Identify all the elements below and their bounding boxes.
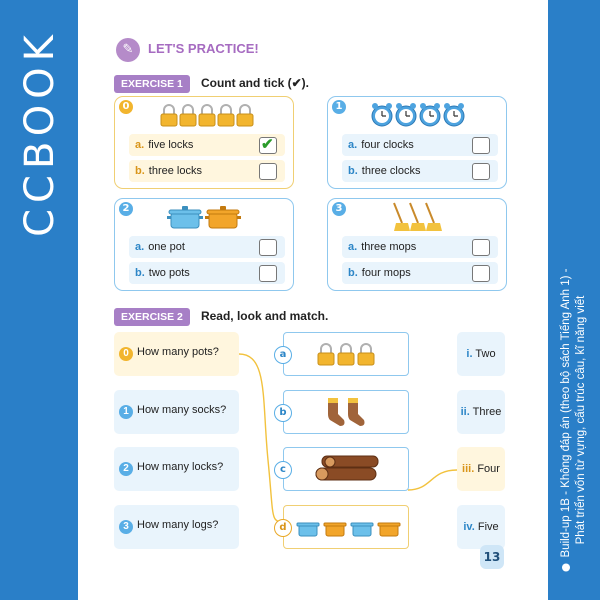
match-line-d-iii [408, 470, 457, 490]
page-number: 13 [480, 545, 504, 569]
exercise2-badge: EXERCISE 2 [114, 308, 190, 326]
check-icon: ✔ [261, 136, 274, 153]
four-pots-icon [296, 518, 402, 540]
brand-logo-text: CCBOOK [17, 29, 63, 237]
question-2: 2 How many locks? [114, 447, 239, 491]
card-number: 1 [332, 100, 346, 114]
answer-i[interactable]: i. Two [457, 332, 505, 376]
question-0: 0 How many pots? [114, 332, 239, 376]
match-line-0-d [239, 354, 285, 522]
option-a: a. one pot [129, 236, 285, 258]
picture-a[interactable]: a [283, 332, 409, 376]
answer-iii[interactable]: iii. Four [457, 447, 505, 491]
card-number: 0 [119, 100, 133, 114]
answer-iv[interactable]: iv. Five [457, 505, 505, 549]
page-title: LET'S PRACTICE! [148, 41, 259, 56]
card-number: 3 [332, 202, 346, 216]
two-socks-icon [324, 396, 368, 428]
option-a: a. five locks ✔ [129, 134, 285, 156]
four-logs-icon [312, 454, 382, 484]
exercise2-instruction: Read, look and match. [200, 309, 329, 323]
side-note-line2: Phát triển vốn từ vựng, cấu trúc câu, kĩ năng viết [575, 295, 587, 545]
option-b: b. four mops [342, 262, 498, 284]
question-1: 1 How many socks? [114, 390, 239, 434]
option-a: a. four clocks [342, 134, 498, 156]
question-3: 3 How many logs? [114, 505, 239, 549]
exercise1-instruction: Count and tick (✔). [200, 76, 309, 90]
student-icon: ✎ [116, 38, 140, 62]
option-a: a. three mops [342, 236, 498, 258]
option-b: b. three locks [129, 160, 285, 182]
card-number: 2 [119, 202, 133, 216]
picture-b[interactable]: b [283, 390, 409, 434]
exercise1-badge: EXERCISE 1 [114, 75, 190, 93]
three-locks-icon [316, 342, 376, 366]
picture-c[interactable]: c [283, 447, 409, 491]
side-note-line1: Build-up 1B - Không đáp án (theo bộ sách Tiếng Anh 1) - [560, 268, 572, 558]
option-b: b. two pots [129, 262, 285, 284]
picture-d[interactable]: d [283, 505, 409, 549]
answer-ii[interactable]: ii. Three [457, 390, 505, 434]
option-b: b. three clocks [342, 160, 498, 182]
